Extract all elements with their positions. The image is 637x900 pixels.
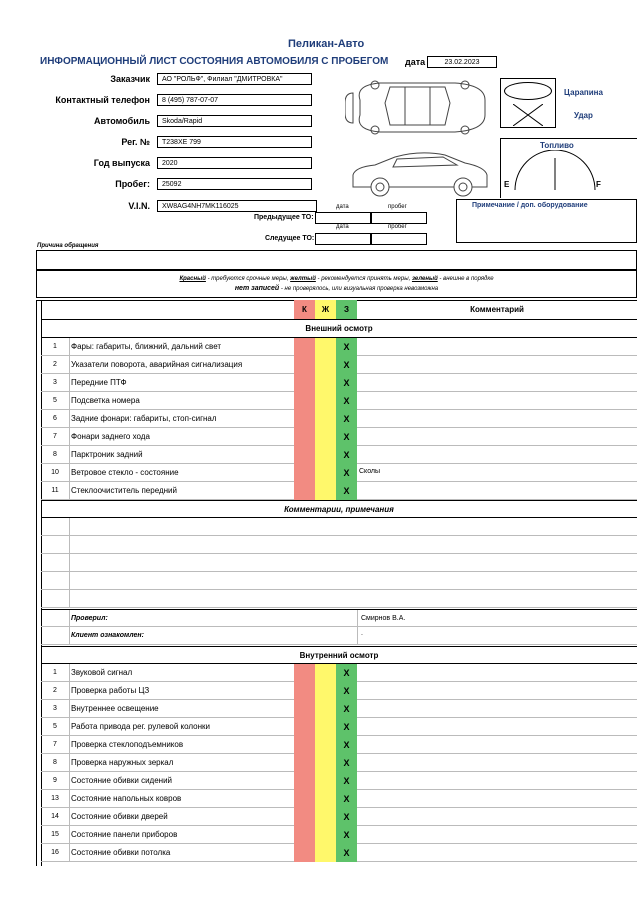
car-diagram <box>345 75 495 205</box>
field-label: Контактный телефон <box>55 95 150 105</box>
yellow-cell[interactable] <box>315 682 336 700</box>
table-row <box>41 428 637 446</box>
reason-field[interactable] <box>36 250 637 270</box>
prev-mileage-col: пробег <box>388 204 407 210</box>
legend-yellow: желтый <box>290 276 316 282</box>
yellow-cell[interactable] <box>315 428 336 446</box>
table-row <box>41 356 637 374</box>
field-label: Рег. № <box>121 137 150 147</box>
green-cell[interactable]: X <box>336 844 357 862</box>
green-cell[interactable]: X <box>336 772 357 790</box>
fuel-empty-label: E <box>504 180 510 189</box>
red-cell[interactable] <box>294 808 315 826</box>
header-comment: Комментарий <box>470 305 524 314</box>
red-cell[interactable] <box>294 392 315 410</box>
table-row <box>41 374 637 392</box>
yellow-cell[interactable] <box>315 754 336 772</box>
client-label: Клиент ознакомлен: <box>71 632 144 639</box>
yellow-cell[interactable] <box>315 446 336 464</box>
yellow-cell[interactable] <box>315 664 336 682</box>
prev-service-date[interactable] <box>315 212 371 224</box>
internal-section-title: Внутренний осмотр <box>41 646 637 664</box>
scratch-symbol <box>504 82 552 100</box>
fuel-label: Топливо <box>540 141 574 150</box>
yellow-cell[interactable] <box>315 718 336 736</box>
row-number: 1 <box>53 669 57 676</box>
row-number: 3 <box>53 379 57 386</box>
field-value[interactable]: АО "РОЛЬФ", Филиал "ДМИТРОВКА" <box>157 73 312 85</box>
field-label: Год выпуска <box>93 158 150 168</box>
comment-line[interactable] <box>41 536 637 554</box>
red-cell[interactable] <box>294 446 315 464</box>
green-cell[interactable]: X <box>336 736 357 754</box>
row-number: 2 <box>53 687 57 694</box>
legend-red: Красный <box>179 276 206 282</box>
row-name: Проверка наружных зеркал <box>71 758 174 767</box>
table-row <box>41 682 637 700</box>
client-row <box>41 627 637 645</box>
next-mileage-col: пробег <box>388 224 407 230</box>
comment-line[interactable] <box>41 572 637 590</box>
checked-value[interactable]: Смирнов В.А. <box>361 615 406 622</box>
table-row <box>41 844 637 862</box>
hit-symbol <box>513 104 543 126</box>
row-name: Проверка стеклоподъемников <box>71 740 184 749</box>
green-cell[interactable]: X <box>336 464 357 482</box>
row-name: Работа привода рег. рулевой колонки <box>71 722 210 731</box>
table-row <box>41 718 637 736</box>
field-value[interactable]: 8 (495) 787-07-07 <box>157 94 312 106</box>
row-number: 8 <box>53 451 57 458</box>
red-cell[interactable] <box>294 772 315 790</box>
comment-line[interactable] <box>41 554 637 572</box>
header-k: К <box>294 300 315 319</box>
field-value[interactable]: 25092 <box>157 178 312 190</box>
yellow-cell[interactable] <box>315 772 336 790</box>
green-cell[interactable]: X <box>336 826 357 844</box>
legend-yellow-text: - рекомендуется принять меры, <box>315 276 411 282</box>
page-title: ИНФОРМАЦИОННЫЙ ЛИСТ СОСТОЯНИЯ АВТОМОБИЛЯ С ПРОБЕГОМ <box>40 56 389 67</box>
legend-green: зеленый <box>411 276 438 282</box>
table-row <box>41 338 637 356</box>
field-label: Автомобиль <box>94 116 150 126</box>
table-row <box>41 446 637 464</box>
comments-section-title: Комментарии, примечания <box>41 500 637 518</box>
row-number: 7 <box>53 741 57 748</box>
row-name: Проверка работы ЦЗ <box>71 686 150 695</box>
row-number: 11 <box>51 487 59 494</box>
prev-service-label: Предыдущее ТО: <box>254 214 314 221</box>
green-cell[interactable]: X <box>336 374 357 392</box>
reason-label: Причина обращения <box>37 243 99 249</box>
yellow-cell[interactable] <box>315 808 336 826</box>
row-number: 15 <box>51 831 59 838</box>
row-number: 10 <box>51 469 59 476</box>
yellow-cell[interactable] <box>315 464 336 482</box>
table-row <box>41 482 637 500</box>
row-name: Задние фонари: габариты, стоп-сигнал <box>71 414 217 423</box>
table-row <box>41 826 637 844</box>
field-label: Пробег: <box>115 179 150 189</box>
green-cell[interactable]: X <box>336 446 357 464</box>
field-value[interactable]: Т238ХЕ 799 <box>157 136 312 148</box>
color-legend <box>36 270 637 298</box>
green-cell[interactable]: X <box>336 682 357 700</box>
green-cell[interactable]: X <box>336 428 357 446</box>
yellow-cell[interactable] <box>315 356 336 374</box>
field-label: V.I.N. <box>128 201 150 211</box>
field-label: Заказчик <box>110 74 150 84</box>
green-cell[interactable]: X <box>336 754 357 772</box>
green-cell[interactable]: X <box>336 700 357 718</box>
row-name: Состояние обивки сидений <box>71 776 173 785</box>
row-comment[interactable]: Сколы <box>359 468 381 475</box>
hit-label: Удар <box>574 111 593 120</box>
row-name: Состояние панели приборов <box>71 830 178 839</box>
row-number: 2 <box>53 361 57 368</box>
yellow-cell[interactable] <box>315 392 336 410</box>
row-name: Фары: габариты, ближний, дальний свет <box>71 342 222 351</box>
red-cell[interactable] <box>294 790 315 808</box>
legend-none: нет записей <box>234 285 280 292</box>
checked-row <box>41 609 637 627</box>
green-cell[interactable]: X <box>336 482 357 500</box>
row-name: Состояние обивки потолка <box>71 848 171 857</box>
red-cell[interactable] <box>294 826 315 844</box>
green-cell[interactable]: X <box>336 808 357 826</box>
yellow-cell[interactable] <box>315 736 336 754</box>
row-number: 8 <box>53 759 57 766</box>
row-name: Ветровое стекло - состояние <box>71 468 179 477</box>
red-cell[interactable] <box>294 700 315 718</box>
green-cell[interactable]: X <box>336 664 357 682</box>
yellow-cell[interactable] <box>315 844 336 862</box>
table-row <box>41 700 637 718</box>
green-cell[interactable]: X <box>336 718 357 736</box>
table-row <box>41 790 637 808</box>
red-cell[interactable] <box>294 410 315 428</box>
row-number: 9 <box>53 777 57 784</box>
external-section-title: Внешний осмотр <box>41 320 637 338</box>
row-number: 1 <box>53 343 57 350</box>
row-name: Звуковой сигнал <box>71 668 133 677</box>
client-value[interactable]: . <box>361 630 363 637</box>
row-name: Внутреннее освещение <box>71 704 159 713</box>
table-row <box>41 664 637 682</box>
row-name: Стеклоочиститель передний <box>71 486 177 495</box>
red-cell[interactable] <box>294 664 315 682</box>
red-cell[interactable] <box>294 682 315 700</box>
table-row <box>41 808 637 826</box>
yellow-cell[interactable] <box>315 482 336 500</box>
row-name: Подсветка номера <box>71 396 140 405</box>
fuel-gauge <box>505 150 605 195</box>
legend-red-text: - требуются срочные меры, <box>205 276 289 282</box>
red-cell[interactable] <box>294 374 315 392</box>
green-cell[interactable]: X <box>336 392 357 410</box>
notes-label: Примечание / доп. оборудование <box>472 202 588 209</box>
red-cell[interactable] <box>294 338 315 356</box>
header-zh: Ж <box>315 300 336 319</box>
yellow-cell[interactable] <box>315 410 336 428</box>
yellow-cell[interactable] <box>315 700 336 718</box>
next-service-date[interactable] <box>315 233 371 245</box>
red-cell[interactable] <box>294 736 315 754</box>
prev-service-mileage[interactable] <box>371 212 427 224</box>
row-name: Фонари заднего хода <box>71 432 150 441</box>
row-number: 5 <box>53 397 57 404</box>
green-cell[interactable]: X <box>336 410 357 428</box>
red-cell[interactable] <box>294 482 315 500</box>
table-row <box>41 772 637 790</box>
company-name: Пеликан-Авто <box>288 38 365 50</box>
comment-line[interactable] <box>41 590 637 608</box>
row-number: 14 <box>51 813 59 820</box>
yellow-cell[interactable] <box>315 790 336 808</box>
table-row <box>41 392 637 410</box>
table-row <box>41 464 637 482</box>
damage-legend-box <box>500 78 556 128</box>
prev-date-col: дата <box>336 204 349 210</box>
yellow-cell[interactable] <box>315 374 336 392</box>
table-row <box>41 754 637 772</box>
table-row <box>41 736 637 754</box>
yellow-cell[interactable] <box>315 338 336 356</box>
field-value[interactable]: Skoda/Rapid <box>157 115 312 127</box>
red-cell[interactable] <box>294 844 315 862</box>
date-label: дата <box>405 57 426 67</box>
checked-label: Проверил: <box>71 615 108 622</box>
row-number: 6 <box>53 415 57 422</box>
row-number: 16 <box>51 849 59 856</box>
row-number: 5 <box>53 723 57 730</box>
fuel-full-label: F <box>596 180 601 189</box>
field-value[interactable]: XW8AG4NH7MK116025 <box>157 200 317 212</box>
legend-none-text: - не проверялось, или визуальная проверка невозможна <box>279 286 439 292</box>
field-value[interactable]: 2020 <box>157 157 312 169</box>
table-row <box>41 410 637 428</box>
yellow-cell[interactable] <box>315 826 336 844</box>
row-number: 7 <box>53 433 57 440</box>
red-cell[interactable] <box>294 464 315 482</box>
notes-box[interactable] <box>456 199 637 243</box>
row-name: Передние ПТФ <box>71 378 127 387</box>
row-name: Состояние напольных ковров <box>71 794 182 803</box>
red-cell[interactable] <box>294 356 315 374</box>
row-name: Парктроник задний <box>71 450 143 459</box>
red-cell[interactable] <box>294 718 315 736</box>
row-name: Состояние обивки дверей <box>71 812 168 821</box>
row-name: Указатели поворота, аварийная сигнализация <box>71 360 243 369</box>
scratch-label: Царапина <box>564 88 603 97</box>
green-cell[interactable]: X <box>336 356 357 374</box>
row-number: 3 <box>53 705 57 712</box>
comment-line[interactable] <box>41 518 637 536</box>
red-cell[interactable] <box>294 428 315 446</box>
date-field[interactable]: 23.02.2023 <box>427 56 497 68</box>
table-header <box>41 300 637 320</box>
red-cell[interactable] <box>294 754 315 772</box>
legend-green-text: - внешне в порядке <box>437 276 494 282</box>
next-date-col: дата <box>336 224 349 230</box>
row-number: 13 <box>51 795 59 802</box>
green-cell[interactable]: X <box>336 790 357 808</box>
next-service-mileage[interactable] <box>371 233 427 245</box>
next-service-label: Следущее ТО: <box>265 235 315 242</box>
green-cell[interactable]: X <box>336 338 357 356</box>
header-z: З <box>336 300 357 319</box>
